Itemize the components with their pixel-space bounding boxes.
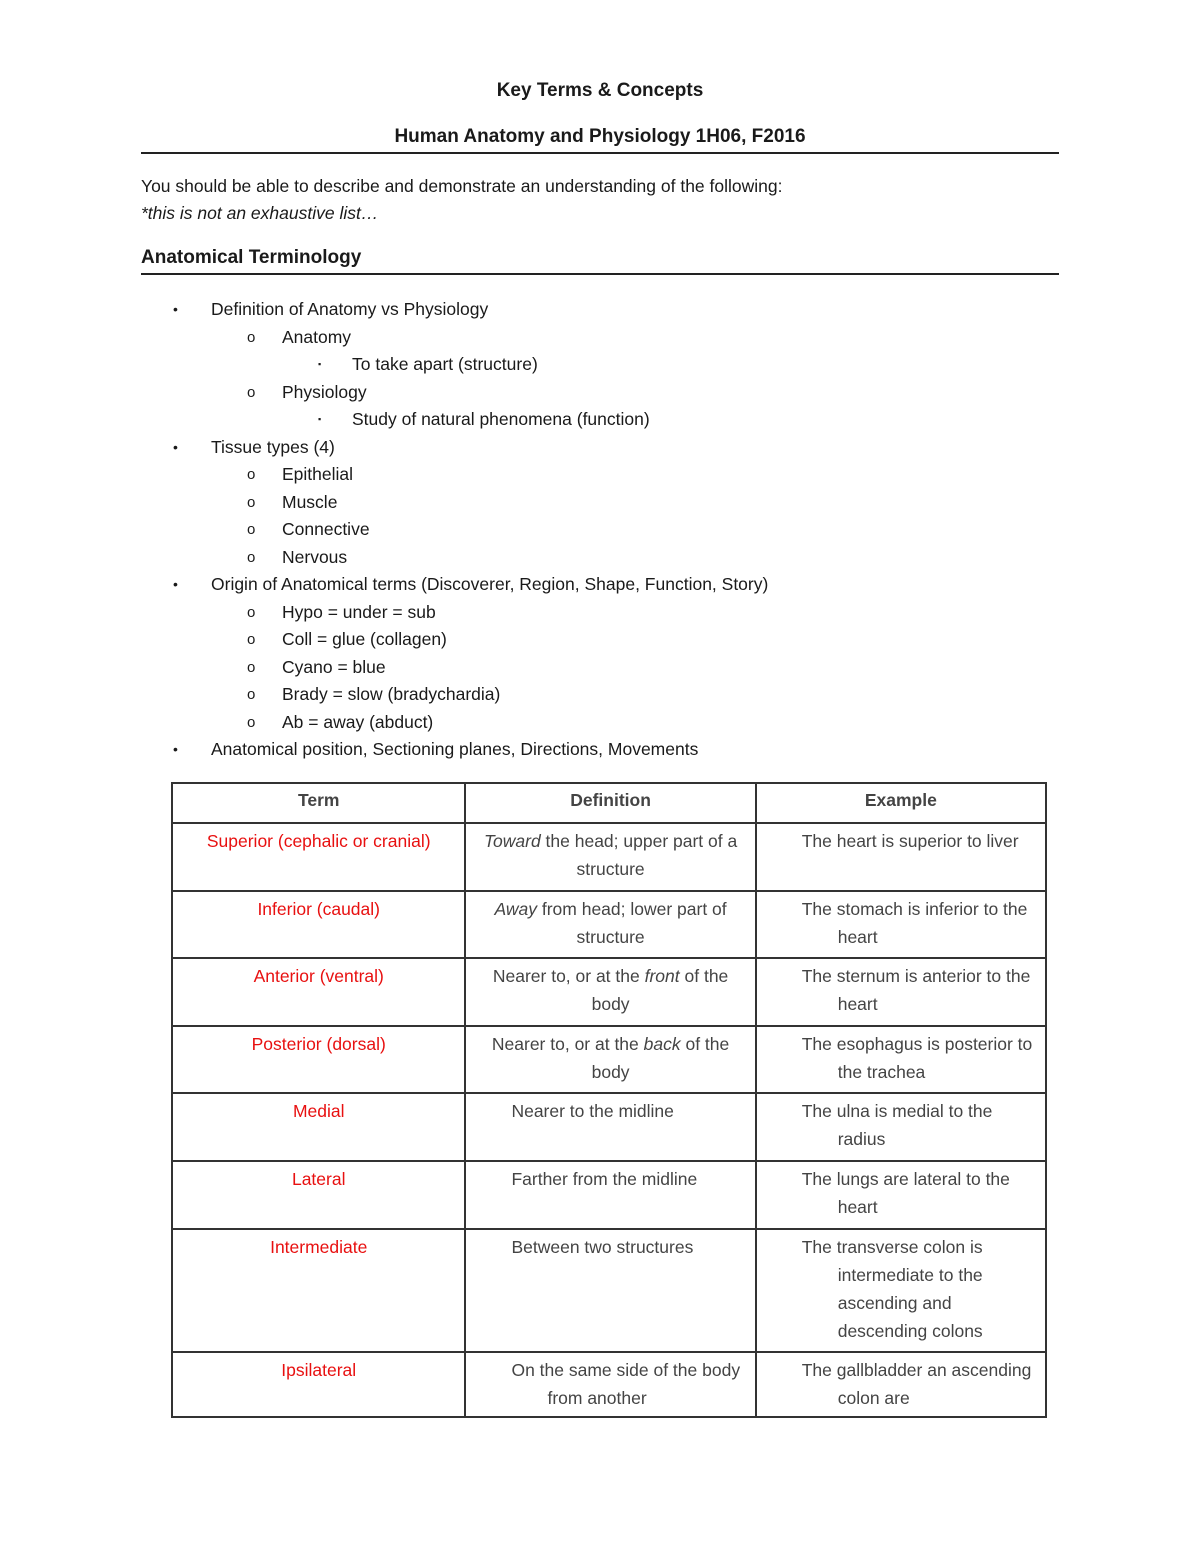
table-row [172, 891, 1046, 958]
list-item: o Brady = slow (bradychardia) [0, 681, 1200, 709]
square-bullet-icon: ▪ [318, 414, 322, 424]
list-item: o Anatomy [0, 324, 1200, 352]
document-title: Key Terms & Concepts [496, 80, 704, 101]
circle-bullet-icon: o [247, 548, 256, 566]
bullet-icon: • [173, 741, 178, 757]
term-cell: Inferior (caudal) [172, 891, 465, 958]
circle-bullet-icon: o [247, 658, 256, 676]
definition-cell: Farther from the midline [465, 1161, 755, 1229]
list-item: o Muscle [0, 489, 1200, 517]
definition-cell: On the same side of the body from another [465, 1352, 755, 1417]
term-cell: Medial [172, 1093, 465, 1161]
column-header-definition: Definition [465, 783, 755, 823]
term-cell: Anterior (ventral) [172, 958, 465, 1026]
example-cell: The transverse colon is intermediate to the ascending and descending colons [756, 1229, 1046, 1352]
section-divider [141, 273, 1059, 275]
circle-bullet-icon: o [247, 466, 256, 483]
list-item: ▪ To take apart (structure) [0, 351, 1200, 379]
list-item: • Tissue types (4) [0, 434, 1200, 462]
intro-text: You should be able to describe and demonstrate an understanding of the following: [141, 176, 783, 196]
list-item: o Epithelial [0, 461, 1200, 489]
term-cell: Posterior (dorsal) [172, 1026, 465, 1093]
circle-bullet-icon: o [247, 686, 256, 703]
table-row [172, 1352, 1046, 1417]
term-cell: Ipsilateral [172, 1352, 465, 1417]
list-item: ▪ Study of natural phenomena (function) [0, 406, 1200, 434]
outline-list [0, 296, 1200, 764]
list-item: • Definition of Anatomy vs Physiology [0, 296, 1200, 324]
terms-table [171, 782, 1047, 1418]
list-item: o Connective [0, 516, 1200, 544]
column-header-term: Term [172, 783, 465, 823]
title-divider [141, 152, 1059, 154]
list-item: o Cyano = blue [0, 654, 1200, 682]
section-heading: Anatomical Terminology [141, 247, 362, 268]
circle-bullet-icon: o [247, 383, 256, 401]
course-title: Human Anatomy and Physiology 1H06, F2016 [394, 126, 806, 147]
example-cell: The sternum is anterior to the heart [756, 958, 1046, 1026]
example-cell: The gallbladder an ascending colon are [756, 1352, 1046, 1417]
square-bullet-icon: ▪ [318, 359, 322, 369]
definition-cell: Toward the head; upper part of a structure [465, 823, 755, 891]
table-row [172, 823, 1046, 891]
list-item: • Origin of Anatomical terms (Discoverer, Region, Shape, Function, Story) [0, 571, 1200, 599]
table-row [172, 1093, 1046, 1161]
bullet-icon: • [173, 438, 178, 455]
definition-cell: Nearer to the midline [465, 1093, 755, 1161]
circle-bullet-icon: o [247, 493, 256, 511]
bullet-icon: • [173, 301, 178, 317]
example-cell: The ulna is medial to the radius [756, 1093, 1046, 1161]
list-item: • Anatomical position, Sectioning planes, Directions, Movements [0, 736, 1200, 764]
term-cell: Superior (cephalic or cranial) [172, 823, 465, 891]
definition-cell: Nearer to, or at the front of the body [465, 958, 755, 1026]
circle-bullet-icon: o [247, 521, 256, 538]
list-item: o Coll = glue (collagen) [0, 626, 1200, 654]
term-cell: Intermediate [172, 1229, 465, 1352]
list-item: o Ab = away (abduct) [0, 709, 1200, 737]
circle-bullet-icon: o [247, 603, 256, 621]
circle-bullet-icon: o [247, 631, 256, 648]
example-cell: The stomach is inferior to the heart [756, 891, 1046, 958]
column-header-example: Example [756, 783, 1046, 823]
definition-cell: Away from head; lower part of structure [465, 891, 755, 958]
example-cell: The heart is superior to liver [756, 823, 1046, 891]
bullet-icon: • [173, 576, 178, 592]
term-cell: Lateral [172, 1161, 465, 1229]
list-item: o Nervous [0, 544, 1200, 572]
list-item: o Physiology [0, 379, 1200, 407]
definition-cell: Nearer to, or at the back of the body [465, 1026, 755, 1093]
table-header-row [172, 783, 1046, 823]
circle-bullet-icon: o [247, 713, 256, 731]
circle-bullet-icon: o [247, 328, 256, 346]
example-cell: The lungs are lateral to the heart [756, 1161, 1046, 1229]
table-row [172, 1161, 1046, 1229]
table-row [172, 1026, 1046, 1093]
example-cell: The esophagus is posterior to the trachea [756, 1026, 1046, 1093]
definition-cell: Between two structures [465, 1229, 755, 1352]
intro-note: *this is not an exhaustive list… [141, 203, 379, 223]
list-item: o Hypo = under = sub [0, 599, 1200, 627]
table-row [172, 958, 1046, 1026]
table-row [172, 1229, 1046, 1352]
